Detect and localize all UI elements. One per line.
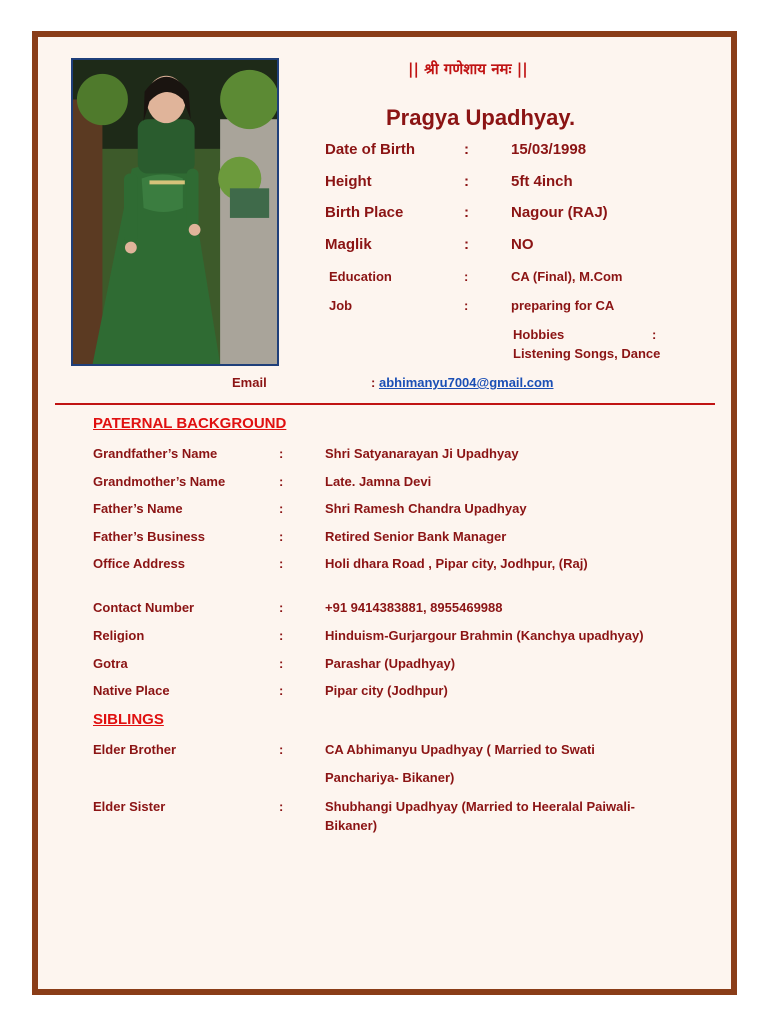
- biodata-page: [32, 31, 737, 995]
- detail-value: Pipar city (Jodhpur): [325, 683, 448, 698]
- detail-value: Shri Ramesh Chandra Upadhyay: [325, 501, 527, 516]
- portrait-photo-icon: [73, 60, 277, 364]
- hobbies-label-row: [513, 327, 657, 342]
- elder-brother-value-line2: Panchariya- Bikaner): [325, 770, 455, 785]
- detail-value: Late. Jamna Devi: [325, 474, 432, 489]
- birth-place-label: Birth Place: [325, 204, 404, 221]
- elder-brother-value-line1: CA Abhimanyu Upadhyay ( Married to Swati: [325, 742, 595, 757]
- dob-label: Date of Birth: [325, 141, 415, 158]
- job-value: preparing for CA: [511, 298, 615, 313]
- detail-colon: :: [279, 446, 284, 461]
- detail-colon: :: [279, 529, 284, 544]
- email-colon: :: [371, 375, 376, 390]
- hobbies-colon: :: [652, 327, 657, 342]
- dob-value: 15/03/1998: [511, 141, 587, 158]
- detail-colon: :: [279, 600, 284, 615]
- email-link[interactable]: abhimanyu7004@gmail.com: [378, 375, 554, 390]
- hobbies-label: Hobbies: [513, 327, 565, 342]
- detail-label: Grandmother’s Name: [93, 474, 226, 489]
- detail-colon: :: [279, 683, 284, 698]
- dob-colon: :: [464, 141, 469, 158]
- height-colon: :: [464, 173, 469, 190]
- detail-label: Father’s Name: [93, 501, 183, 516]
- birth-place-value: Nagour (RAJ): [511, 204, 608, 221]
- detail-colon: :: [279, 556, 284, 571]
- email-label: Email: [232, 375, 267, 390]
- maglik-colon: :: [464, 236, 469, 253]
- detail-label: Father’s Business: [93, 529, 205, 544]
- job-colon: :: [464, 298, 469, 313]
- elder-sister-value-line1: Shubhangi Upadhyay (Married to Heeralal Paiwali-: [325, 799, 635, 814]
- email-row: [371, 375, 554, 390]
- height-value: 5ft 4inch: [511, 173, 573, 190]
- job-label: Job: [329, 298, 353, 313]
- section-divider: [55, 403, 715, 405]
- birth-place-colon: :: [464, 204, 469, 221]
- profile-photo: [71, 58, 279, 366]
- detail-value: Hinduism-Gurjargour Brahmin (Kanchya upadhyay): [325, 628, 644, 643]
- education-label: Education: [329, 269, 392, 284]
- maglik-label: Maglik: [325, 236, 372, 253]
- maglik-value: NO: [511, 236, 534, 253]
- paternal-heading: PATERNAL BACKGROUND: [93, 415, 287, 432]
- elder-sister-colon: :: [279, 799, 284, 814]
- ganesh-blessing: || श्री गणेशाय नमः ||: [408, 60, 528, 78]
- detail-label: Contact Number: [93, 600, 195, 615]
- hobbies-value: Listening Songs, Dance: [513, 346, 661, 361]
- elder-brother-label: Elder Brother: [93, 742, 177, 757]
- detail-value: Holi dhara Road , Pipar city, Jodhpur, (Raj): [325, 556, 588, 571]
- candidate-name: Pragya Upadhyay.: [386, 105, 576, 130]
- detail-label: Grandfather’s Name: [93, 446, 218, 461]
- education-colon: :: [464, 269, 469, 284]
- detail-colon: :: [279, 628, 284, 643]
- elder-sister-label: Elder Sister: [93, 799, 166, 814]
- height-label: Height: [325, 173, 372, 190]
- elder-brother-colon: :: [279, 742, 284, 757]
- education-value: CA (Final), M.Com: [511, 269, 623, 284]
- detail-colon: :: [279, 501, 284, 516]
- elder-sister-value-line2: Bikaner): [325, 818, 378, 833]
- detail-label: Gotra: [93, 656, 128, 671]
- siblings-heading: SIBLINGS: [93, 711, 164, 728]
- detail-value: Retired Senior Bank Manager: [325, 529, 507, 544]
- detail-label: Religion: [93, 628, 145, 643]
- detail-label: Office Address: [93, 556, 185, 571]
- detail-label: Native Place: [93, 683, 170, 698]
- detail-colon: :: [279, 656, 284, 671]
- detail-value: +91 9414383881, 8955469988: [325, 600, 503, 615]
- detail-colon: :: [279, 474, 284, 489]
- detail-value: Parashar (Upadhyay): [325, 656, 456, 671]
- detail-value: Shri Satyanarayan Ji Upadhyay: [325, 446, 519, 461]
